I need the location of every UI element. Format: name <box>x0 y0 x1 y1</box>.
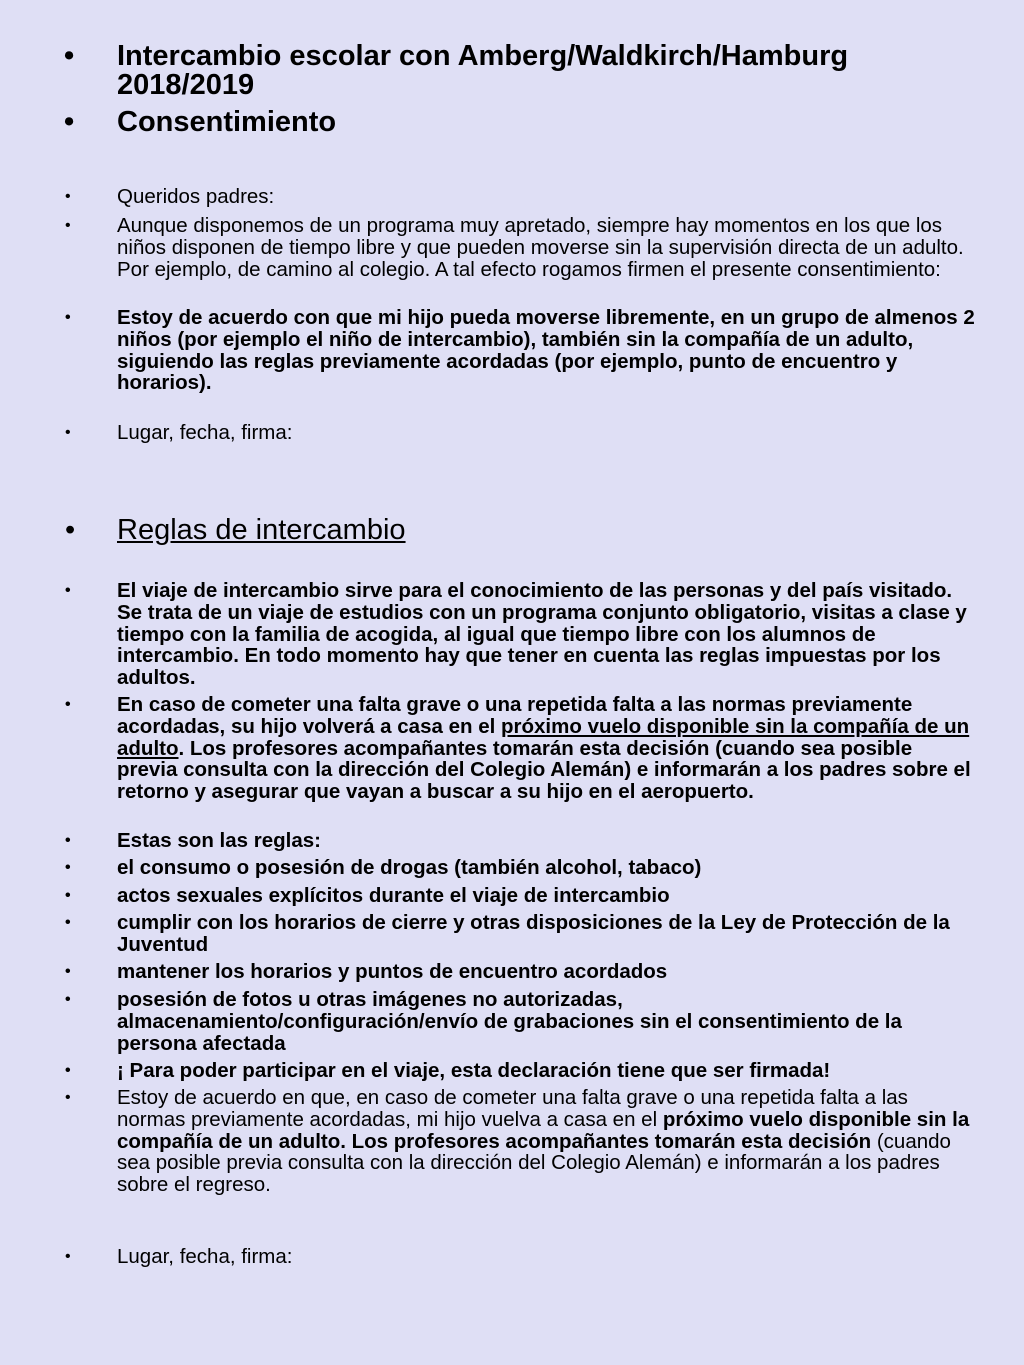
rules-list-intro: • Estas son las reglas: <box>117 830 977 852</box>
consequence-text-a: En caso de cometer una falta grave o una repetida falta a las normas previamente acordadas, su hijo volverá a casa en el <box>117 693 913 738</box>
consent-agreement-text: • Estoy de acuerdo con que mi hijo pueda moverse libremente, en un grupo de almenos 2 niños (por ejemplo el niño de intercambio), también sin la compañía de un adulto, siguiendo las reglas previamente acordadas (por ejemplo, punto de encuentro y horarios). <box>117 307 977 394</box>
consequence-text-b: . Los profesores acompañantes tomarán esta decisión (cuando sea posible previa consulta con la dirección del Colegio Alemán) e informarán a los padres sobre el retorno y asegurar que vayan a buscar a su hijo en el aeropuerto. <box>117 736 971 804</box>
rule-item: • mantener los horarios y puntos de encuentro acordados <box>117 961 977 983</box>
rule-item: • posesión de fotos u otras imágenes no autorizadas, almacenamiento/configuración/envío de grabaciones sin el consentimiento de la persona afectada <box>117 989 977 1054</box>
section-heading-rules: • Reglas de intercambio <box>117 516 977 545</box>
final-text-bold: próximo vuelo disponible sin la compañía de un adulto. Los profesores acompañantes tomarán esta decisión <box>117 1107 970 1153</box>
rules-signature-line: • Lugar, fecha, firma: <box>117 1246 977 1268</box>
must-sign-notice: • ¡ Para poder participar en el viaje, esta declaración tiene que ser firmada! <box>117 1060 977 1082</box>
rule-item: • el consumo o posesión de drogas (también alcohol, tabaco) <box>117 857 977 879</box>
final-text-c: (cuando sea posible previa consulta con la dirección del Colegio Alemán) e informarán a los padres sobre el regreso. <box>117 1129 951 1197</box>
rules-consequence-text <box>117 694 977 803</box>
title-line-1: Intercambio escolar con Amberg/Waldkirch/Hamburg <box>117 40 849 72</box>
greeting-text: • Queridos padres: <box>117 186 977 208</box>
rules-purpose-text: • El viaje de intercambio sirve para el conocimiento de las personas y del país visitado. Se trata de un viaje de estudios con un programa conjunto obligatorio, visitas a clase y tiempo con la familia de acogida, al igual que tiempo libre con los alumnos de intercambio. En todo momento hay que tener en cuenta las reglas impuestas por los adultos. <box>117 580 977 689</box>
consequence-text-underlined: próximo vuelo disponible sin la compañía de un adulto <box>117 714 970 760</box>
rule-item: • actos sexuales explícitos durante el viaje de intercambio <box>117 885 977 907</box>
consent-intro-text: • Aunque disponemos de un programa muy apretado, siempre hay momentos en los que los niños disponen de tiempo libre y que pueden moverse sin la supervisión directa de un adulto. Por ejemplo, de camino al colegio. A tal efecto rogamos firmen el presente consentimiento: <box>117 215 977 280</box>
consent-signature-line: • Lugar, fecha, firma: <box>117 422 977 444</box>
title-line-2: 2018/2019 <box>117 69 255 101</box>
document-title <box>117 42 977 100</box>
final-text-a: Estoy de acuerdo en que, en caso de cometer una falta grave o una repetida falta a las normas previamente acordadas, mi hijo vuelva a casa en el <box>117 1086 908 1131</box>
rule-item: • cumplir con los horarios de cierre y otras disposiciones de la Ley de Protección de la Juventud <box>117 912 977 956</box>
final-agreement-text <box>117 1087 977 1196</box>
section-heading-consent: • Consentimiento <box>117 108 977 137</box>
